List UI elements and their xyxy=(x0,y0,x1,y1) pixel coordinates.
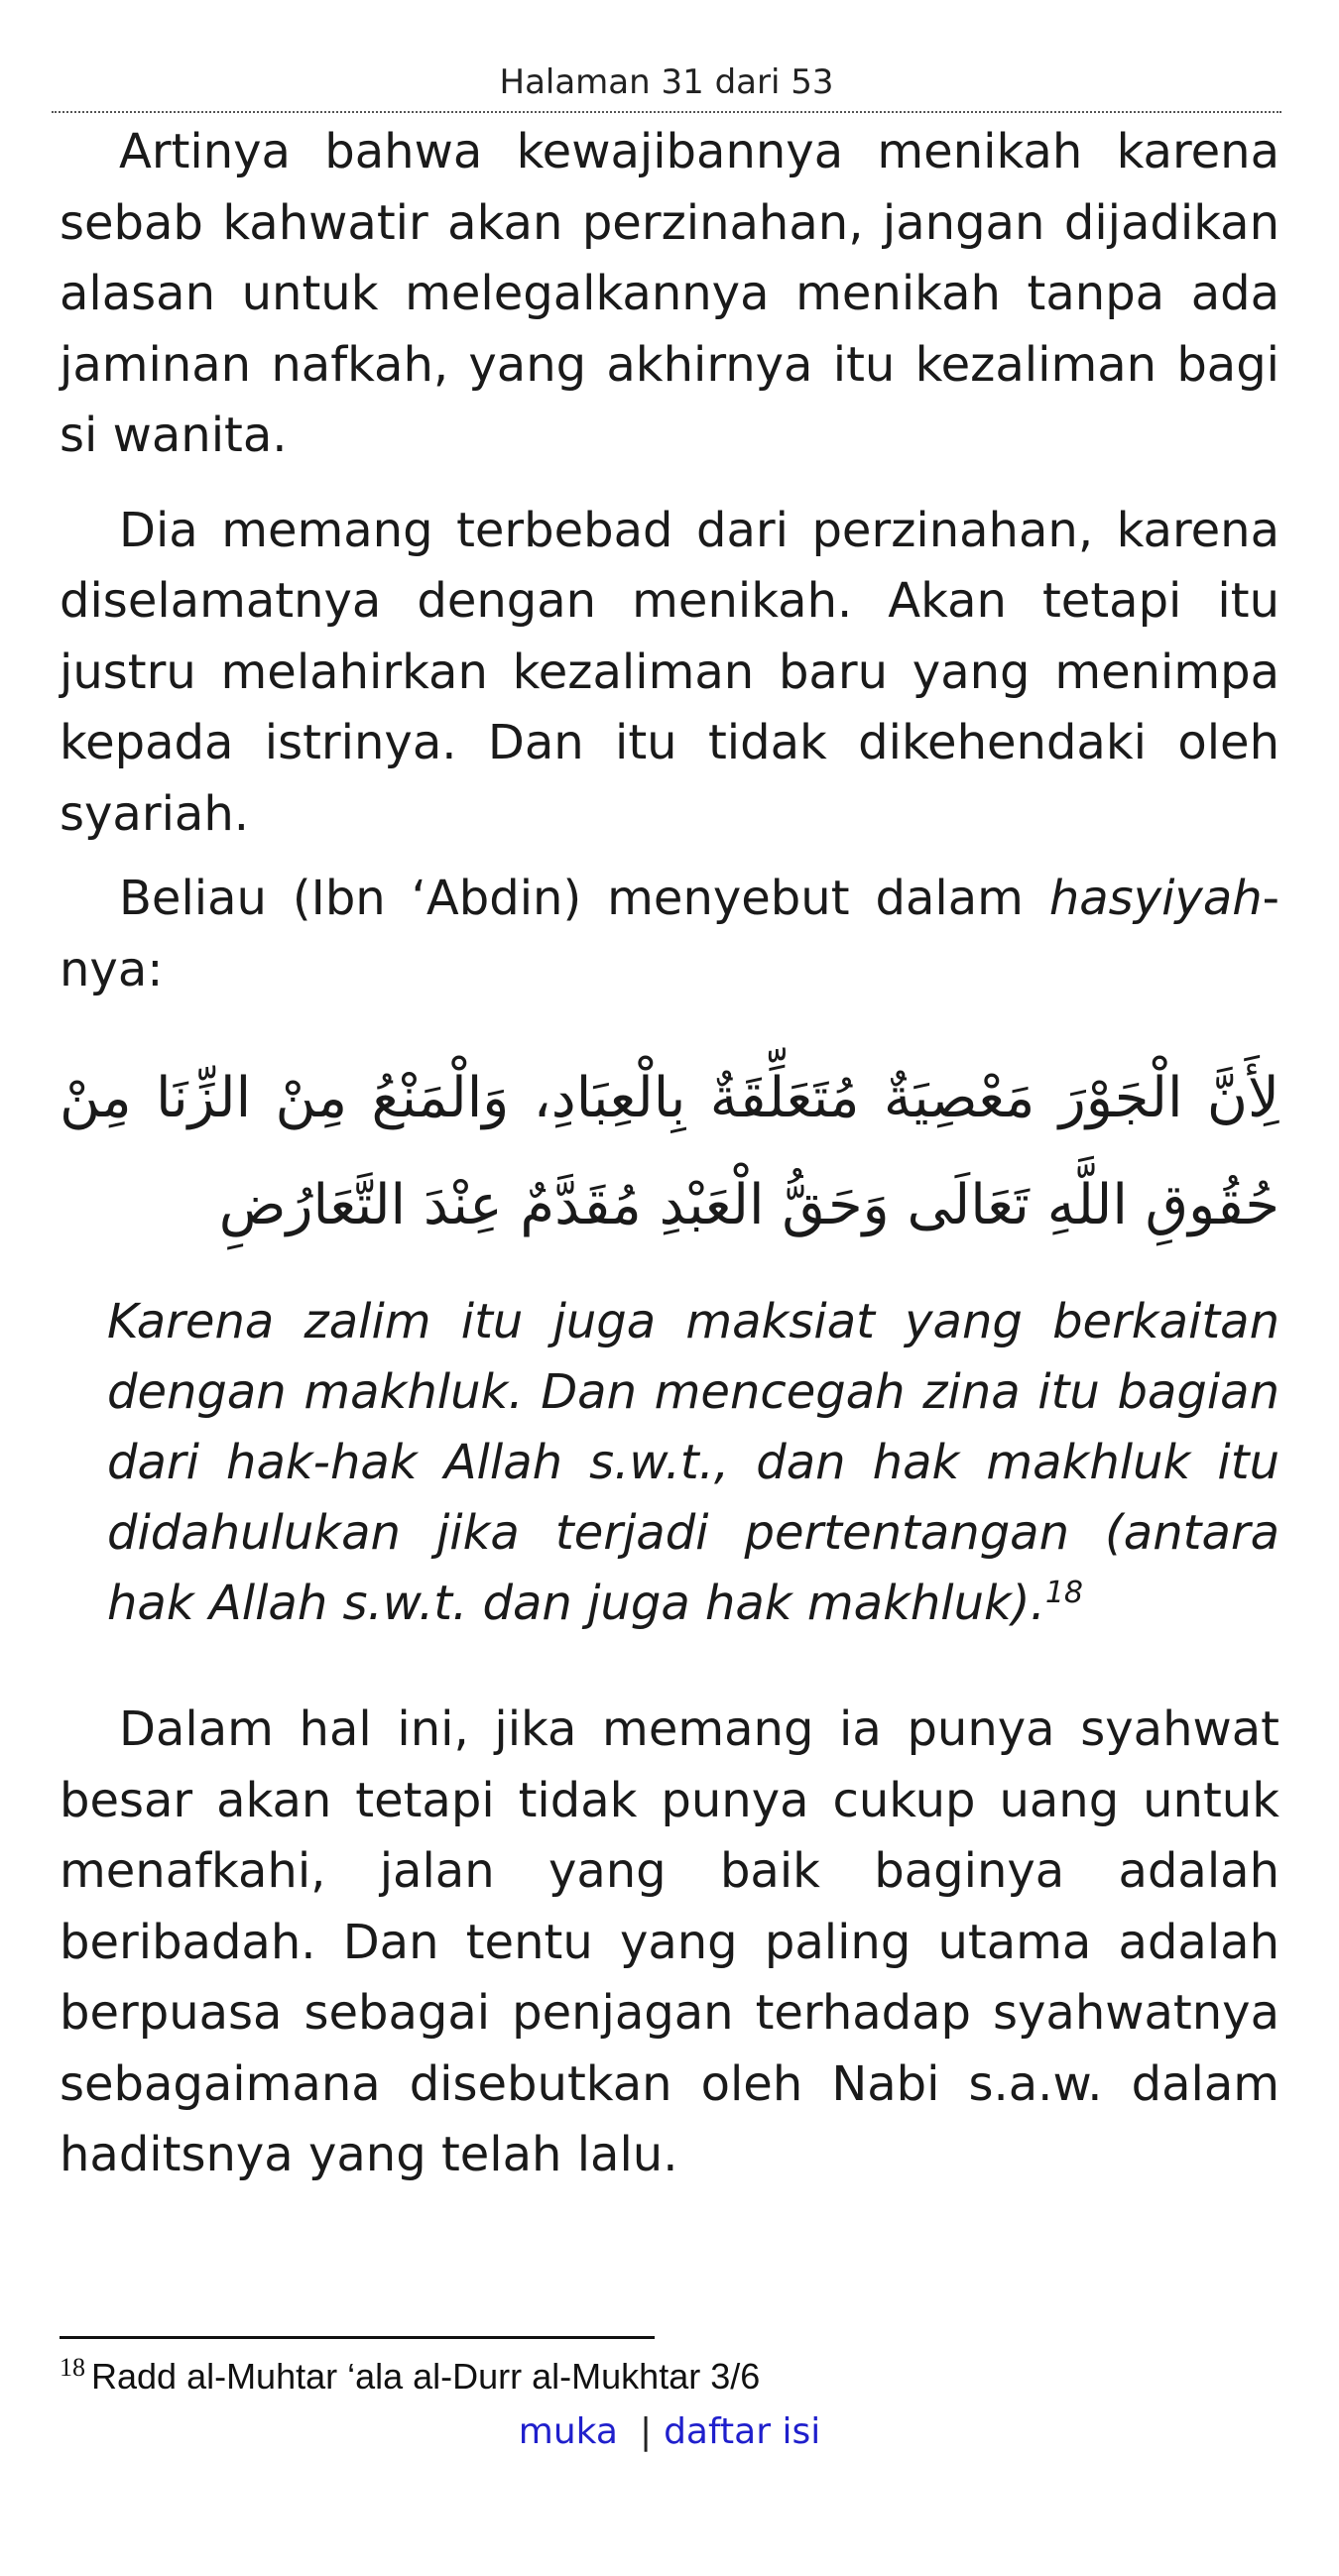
page-content xyxy=(60,117,1279,2191)
paragraph-3 xyxy=(60,864,1279,1005)
header-divider xyxy=(52,111,1281,113)
translation-text: Karena zalim itu juga maksiat yang berkaitan dengan makhluk. Dan mencegah zina itu bagian dari hak-hak Allah s.w.t., dan hak makhluk itu didahulukan jika terjadi pertentangan (antara hak Allah s.w.t. dan juga hak makhluk). xyxy=(107,1294,1279,1631)
paragraph-3-lead: Beliau (Ibn ‘Abdin) menyebut dalam xyxy=(119,871,1049,926)
translation-quote xyxy=(107,1287,1279,1639)
footnote-reference[interactable]: 18 xyxy=(1044,1576,1084,1610)
footnote xyxy=(60,2354,760,2400)
footnote-divider xyxy=(60,2336,655,2339)
nav-separator: | xyxy=(639,2411,653,2452)
home-link[interactable]: muka xyxy=(518,2411,618,2452)
paragraph-1: Artinya bahwa kewajibannya menikah karena sebab kahwatir akan perzinahan, jangan dijadikan alasan untuk melegalkannya menikah tanpa ada jaminan nafkah, yang akhirnya itu kezaliman bagi si wanita. xyxy=(60,124,1279,463)
footer-navigation xyxy=(0,2407,1339,2457)
table-of-contents-link[interactable]: daftar isi xyxy=(664,2411,821,2452)
footnote-number: 18 xyxy=(60,2353,85,2382)
footnote-text: Radd al-Muhtar ‘ala al-Durr al-Mukhtar 3/6 xyxy=(91,2356,761,2397)
page-number-header: Halaman 31 dari 53 xyxy=(499,62,834,102)
paragraph-2: Dia memang terbebad dari perzinahan, karena diselamatnya dengan menikah. Akan tetapi itu justru melahirkan kezaliman baru yang menimpa kepada istrinya. Dan itu tidak dikehendaki oleh syariah. xyxy=(60,502,1279,842)
paragraph-4: Dalam hal ini, jika memang ia punya syahwat besar akan tetapi tidak punya cukup uang untuk menafkahi, jalan yang baik baginya adalah beribadah. Dan tentu yang paling utama adalah berpuasa sebagai penjagan terhadap syahwatnya sebagaimana disebutkan oleh Nabi s.a.w. dalam haditsnya yang telah lalu. xyxy=(60,1701,1279,2182)
paragraph-3-term: hasyiyah xyxy=(1048,871,1263,926)
arabic-quotation: لِأَنَّ الْجَوْرَ مَعْصِيَةٌ مُتَعَلِّقَةٌ بِالْعِبَادِ، وَالْمَنْعُ مِنْ الزِّنَا مِنْ حُقُوقِ اللَّهِ تَعَالَى وَحَقُّ الْعَبْدِ مُقَدَّمٌ عِنْدَ التَّعَارُضِ xyxy=(60,1066,1279,1237)
paragraph-3-tail: -nya: xyxy=(60,871,1279,997)
